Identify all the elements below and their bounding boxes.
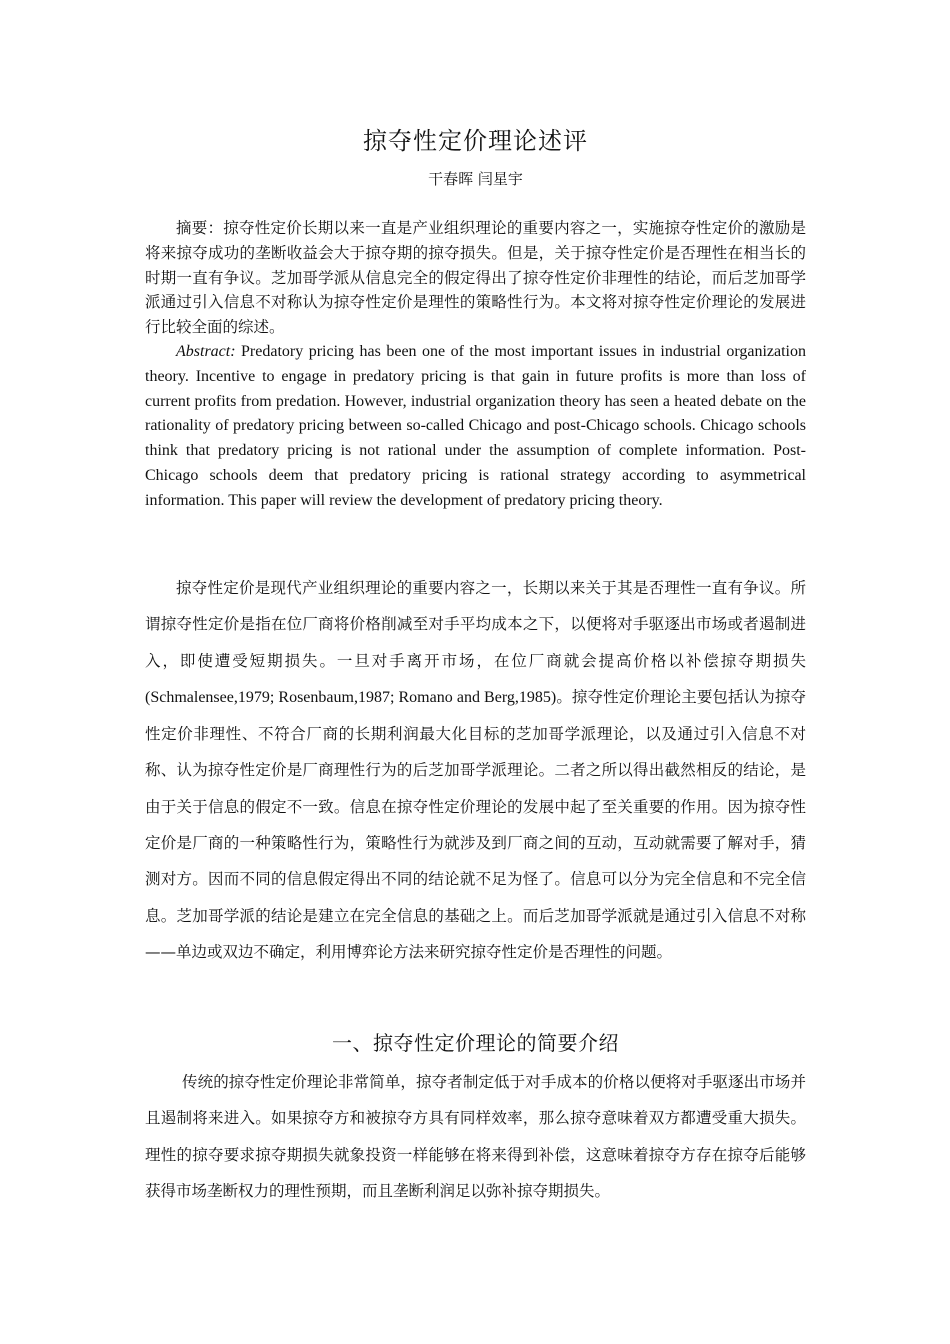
abstract-label: Abstract: — [176, 342, 236, 360]
abstract-chinese: 摘要：掠夺性定价长期以来一直是产业组织理论的重要内容之一，实施掠夺性定价的激励是将来掠夺成功的垄断收益会大于掠夺期的掠夺损失。但是，关于掠夺性定价是否理性在相当长的时期一直有争议。芝加哥学派从信息完全的假定得出了掠夺性定价非理性的结论，而后芝加哥学派通过引入信息不对称认为掠夺性定价是理性的策略性行为。本文将对掠夺性定价理论的发展进行比较全面的综述。 — [145, 219, 806, 337]
paper-authors: 干春晖 闫星宇 — [428, 170, 523, 188]
abstract-english — [145, 340, 806, 514]
paper-title: 掠夺性定价理论述评 — [363, 127, 588, 155]
abstract-english-text: Predatory pricing has been one of the most important issues in industrial organization theory. Incentive to engage in predatory pricing is that gain in future profits is more than loss of current profits from predation. However, industrial organization theory has seen a heated debate on the rationality of predatory pricing between so-called Chicago and post-Chicago schools. Chicago schools think that predatory pricing is not rational under the assumption of complete information. Post-Chicago schools deem that predatory pricing is rational strategy according to asymmetrical information. This paper will review the development of predatory pricing theory. — [145, 342, 806, 509]
introduction-paragraph — [145, 570, 806, 970]
intro-citation: (Schmalensee,1979; Rosenbaum,1987; Romano and Berg,1985) — [145, 688, 557, 706]
section-1-heading: 一、掠夺性定价理论的简要介绍 — [332, 1031, 619, 1055]
intro-text-part2: 。掠夺性定价理论主要包括认为掠夺性定价非理性、不符合厂商的长期利润最大化目标的芝加哥学派理论，以及通过引入信息不对称、认为掠夺性定价是厂商理性行为的后芝加哥学派理论。二者之所以得出截然相反的结论，是由于关于信息的假定不一致。信息在掠夺性定价理论的发展中起了至关重要的作用。因为掠夺性定价是厂商的一种策略性行为，策略性行为就涉及到厂商之间的互动，互动就需要了解对手，猜测对方。因而不同的信息假定得出不同的结论就不足为怪了。信息可以分为完全信息和不完全信息。芝加哥学派的结论是建立在完全信息的基础之上。而后芝加哥学派就是通过引入信息不对称——单边或双边不确定，利用博弈论方法来研究掠夺性定价是否理性的问题。 — [145, 687, 806, 961]
section-1-paragraph: 传统的掠夺性定价理论非常简单，掠夺者制定低于对手成本的价格以便将对手驱逐出市场并且遏制将来进入。如果掠夺方和被掠夺方具有同样效率，那么掠夺意味着双方都遭受重大损失。理性的掠夺要求掠夺期损失就象投资一样能够在将来得到补偿，这意味着掠夺方存在掠夺后能够获得市场垄断权力的理性预期，而且垄断利润足以弥补掠夺期损失。 — [145, 1073, 806, 1200]
abstract-block — [145, 216, 806, 514]
intro-text-part1: 掠夺性定价是现代产业组织理论的重要内容之一，长期以来关于其是否理性一直有争议。所谓掠夺性定价是指在位厂商将价格削减至对手平均成本之下，以便将对手驱逐出市场或者遏制进入，即使遭受短期损失。一旦对手离开市场，在位厂商就会提高价格以补偿掠夺期损失 — [145, 579, 806, 670]
